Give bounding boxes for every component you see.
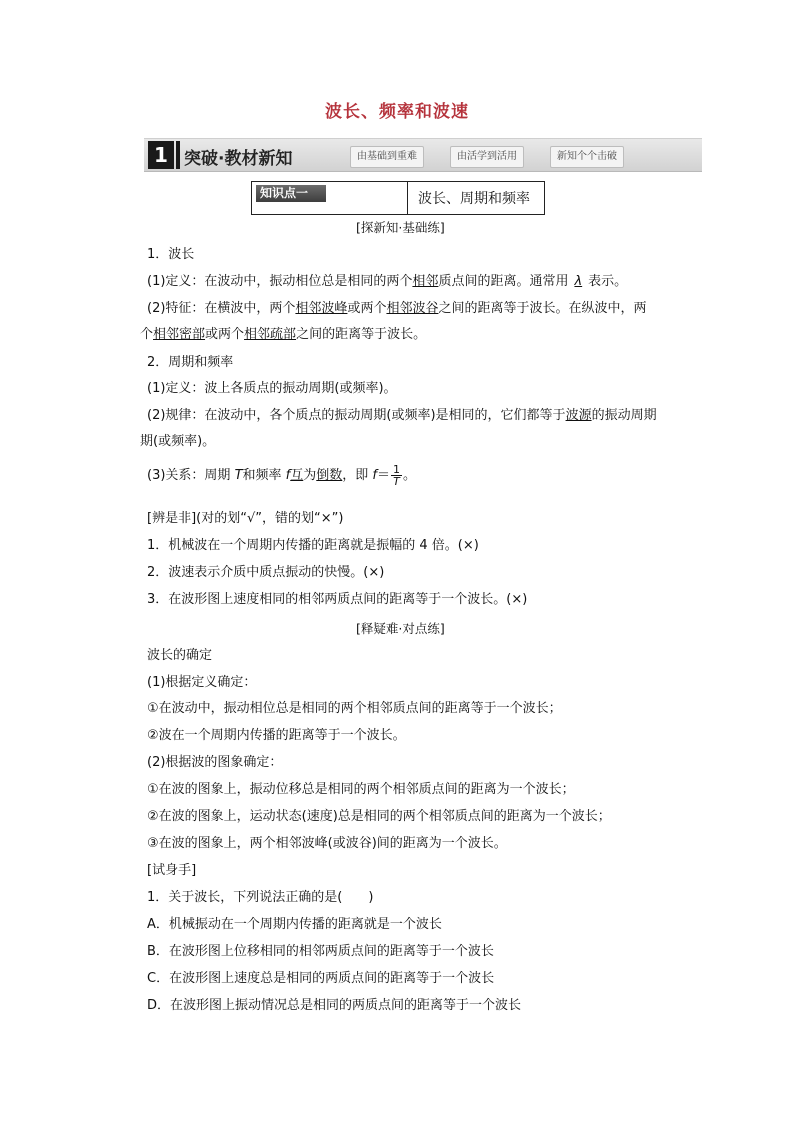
wavelength-line-4: (2)根据波的图象确定： [147, 755, 283, 770]
s1-title: 1．波长 [147, 247, 195, 262]
question: 1．关于波长，下列说法正确的是( ) [147, 890, 374, 905]
text: 表示。 [588, 274, 628, 289]
fraction-numerator: 1 [393, 463, 401, 476]
judge-item-1: 1．机械波在一个周期内传播的距离就是振幅的 4 倍。(×) [147, 538, 479, 553]
text: 或两个 [347, 301, 387, 316]
text: 为 [303, 468, 317, 483]
s2-title: 2．周期和频率 [147, 355, 234, 370]
text: 的振动周期 [591, 408, 657, 423]
answer-blank: 相邻疏部 [244, 327, 297, 342]
fraction-denominator: T [393, 475, 400, 488]
wavelength-line-3: ②波在一个周期内传播的距离等于一个波长。 [147, 728, 406, 743]
answer-blank: 波源 [565, 408, 592, 423]
text: (1)定义：在波动中，振动相位总是相同的两个 [147, 274, 413, 289]
wavelength-line-2: ①在波动中，振动相位总是相同的两个相邻质点间的距离等于一个波长； [147, 701, 562, 716]
text: 之间的距离等于波长。在纵波中，两 [438, 301, 647, 316]
option-d: D．在波形图上振动情况总是相同的两质点间的距离等于一个波长 [147, 998, 522, 1013]
knowledge-point-table [251, 181, 545, 215]
try-header: [试身手] [147, 863, 197, 878]
fraction [391, 464, 402, 487]
answer-blank: 相邻波峰 [295, 301, 348, 316]
wavelength-line-6: ②在波的图象上，运动状态(速度)总是相同的两个相邻质点间的距离为一个波长； [147, 809, 611, 824]
s2-definition: (1)定义：波上各质点的振动周期(或频率)。 [147, 381, 397, 396]
judge-item-2: 2．波速表示介质中质点振动的快慢。(×) [147, 565, 385, 580]
wavelength-line-1: (1)根据定义确定： [147, 675, 257, 690]
wavelength-line-5: ①在波的图象上，振动位移总是相同的两个相邻质点间的距离为一个波长； [147, 782, 575, 797]
answer-blank: 相邻 [412, 274, 439, 289]
symbol: f [372, 468, 377, 483]
banner-pill-3: 新知个个击破 [550, 146, 624, 168]
knowledge-point-cell [252, 182, 408, 214]
symbol: f [285, 468, 291, 483]
text: 或两个 [205, 327, 245, 342]
answer-blank: 互 [290, 468, 304, 483]
wavelength-line-7: ③在波的图象上，两个相邻波峰(或波谷)间的距离为一个波长。 [147, 836, 507, 851]
option-b: B．在波形图上位移相同的相邻两质点间的距离等于一个波长 [147, 944, 494, 959]
s1-feature-line2 [140, 326, 426, 344]
text: (3)关系：周期 [147, 468, 235, 483]
text: 。 [403, 468, 417, 483]
symbol: T [234, 468, 243, 483]
wavelength-title: 波长的确定 [147, 648, 213, 663]
banner-number: 1 [148, 141, 174, 169]
text: ＝ [377, 468, 391, 483]
s1-feature-line1 [147, 300, 646, 318]
section-banner [144, 138, 702, 172]
answer-blank: 相邻密部 [153, 327, 206, 342]
s1-definition [147, 273, 627, 291]
text: (2)特征：在横波中，两个 [147, 301, 296, 316]
text: ，即 [342, 468, 373, 483]
text: 和频率 [242, 468, 286, 483]
section2-header: [释疑难·对点练] [356, 621, 445, 636]
answer-blank: 倒数 [316, 468, 343, 483]
answer-blank: λ [574, 274, 583, 289]
text: (2)规律：在波动中，各个质点的振动周期(或频率)是相同的，它们都等于 [147, 408, 566, 423]
section1-header: [探新知·基础练] [356, 220, 445, 235]
s2-relation [147, 463, 416, 489]
option-a: A．机械振动在一个周期内传播的距离就是一个波长 [147, 917, 442, 932]
judge-header: [辨是非](对的划“√”，错的划“×”) [147, 511, 344, 526]
judge-item-3: 3．在波形图上速度相同的相邻两质点间的距离等于一个波长。(×) [147, 592, 528, 607]
page-title: 波长、频率和波速 [325, 102, 469, 122]
banner-pill-1: 由基础到重难 [350, 146, 424, 168]
answer-blank: 相邻波谷 [386, 301, 439, 316]
option-c: C．在波形图上速度总是相同的两质点间的距离等于一个波长 [147, 971, 495, 986]
text: 个 [140, 327, 154, 342]
banner-pill-2: 由活学到活用 [450, 146, 524, 168]
text: 质点间的距离。通常用 [438, 274, 569, 289]
s2-rule-line1 [147, 407, 657, 425]
banner-title: 突破·教材新知 [184, 149, 293, 169]
knowledge-point-topic: 波长、周期和频率 [418, 191, 530, 207]
text: 之间的距离等于波长。 [296, 327, 427, 342]
s2-rule-line2: 期(或频率)。 [140, 434, 216, 449]
knowledge-point-tag: 知识点一 [256, 185, 326, 202]
